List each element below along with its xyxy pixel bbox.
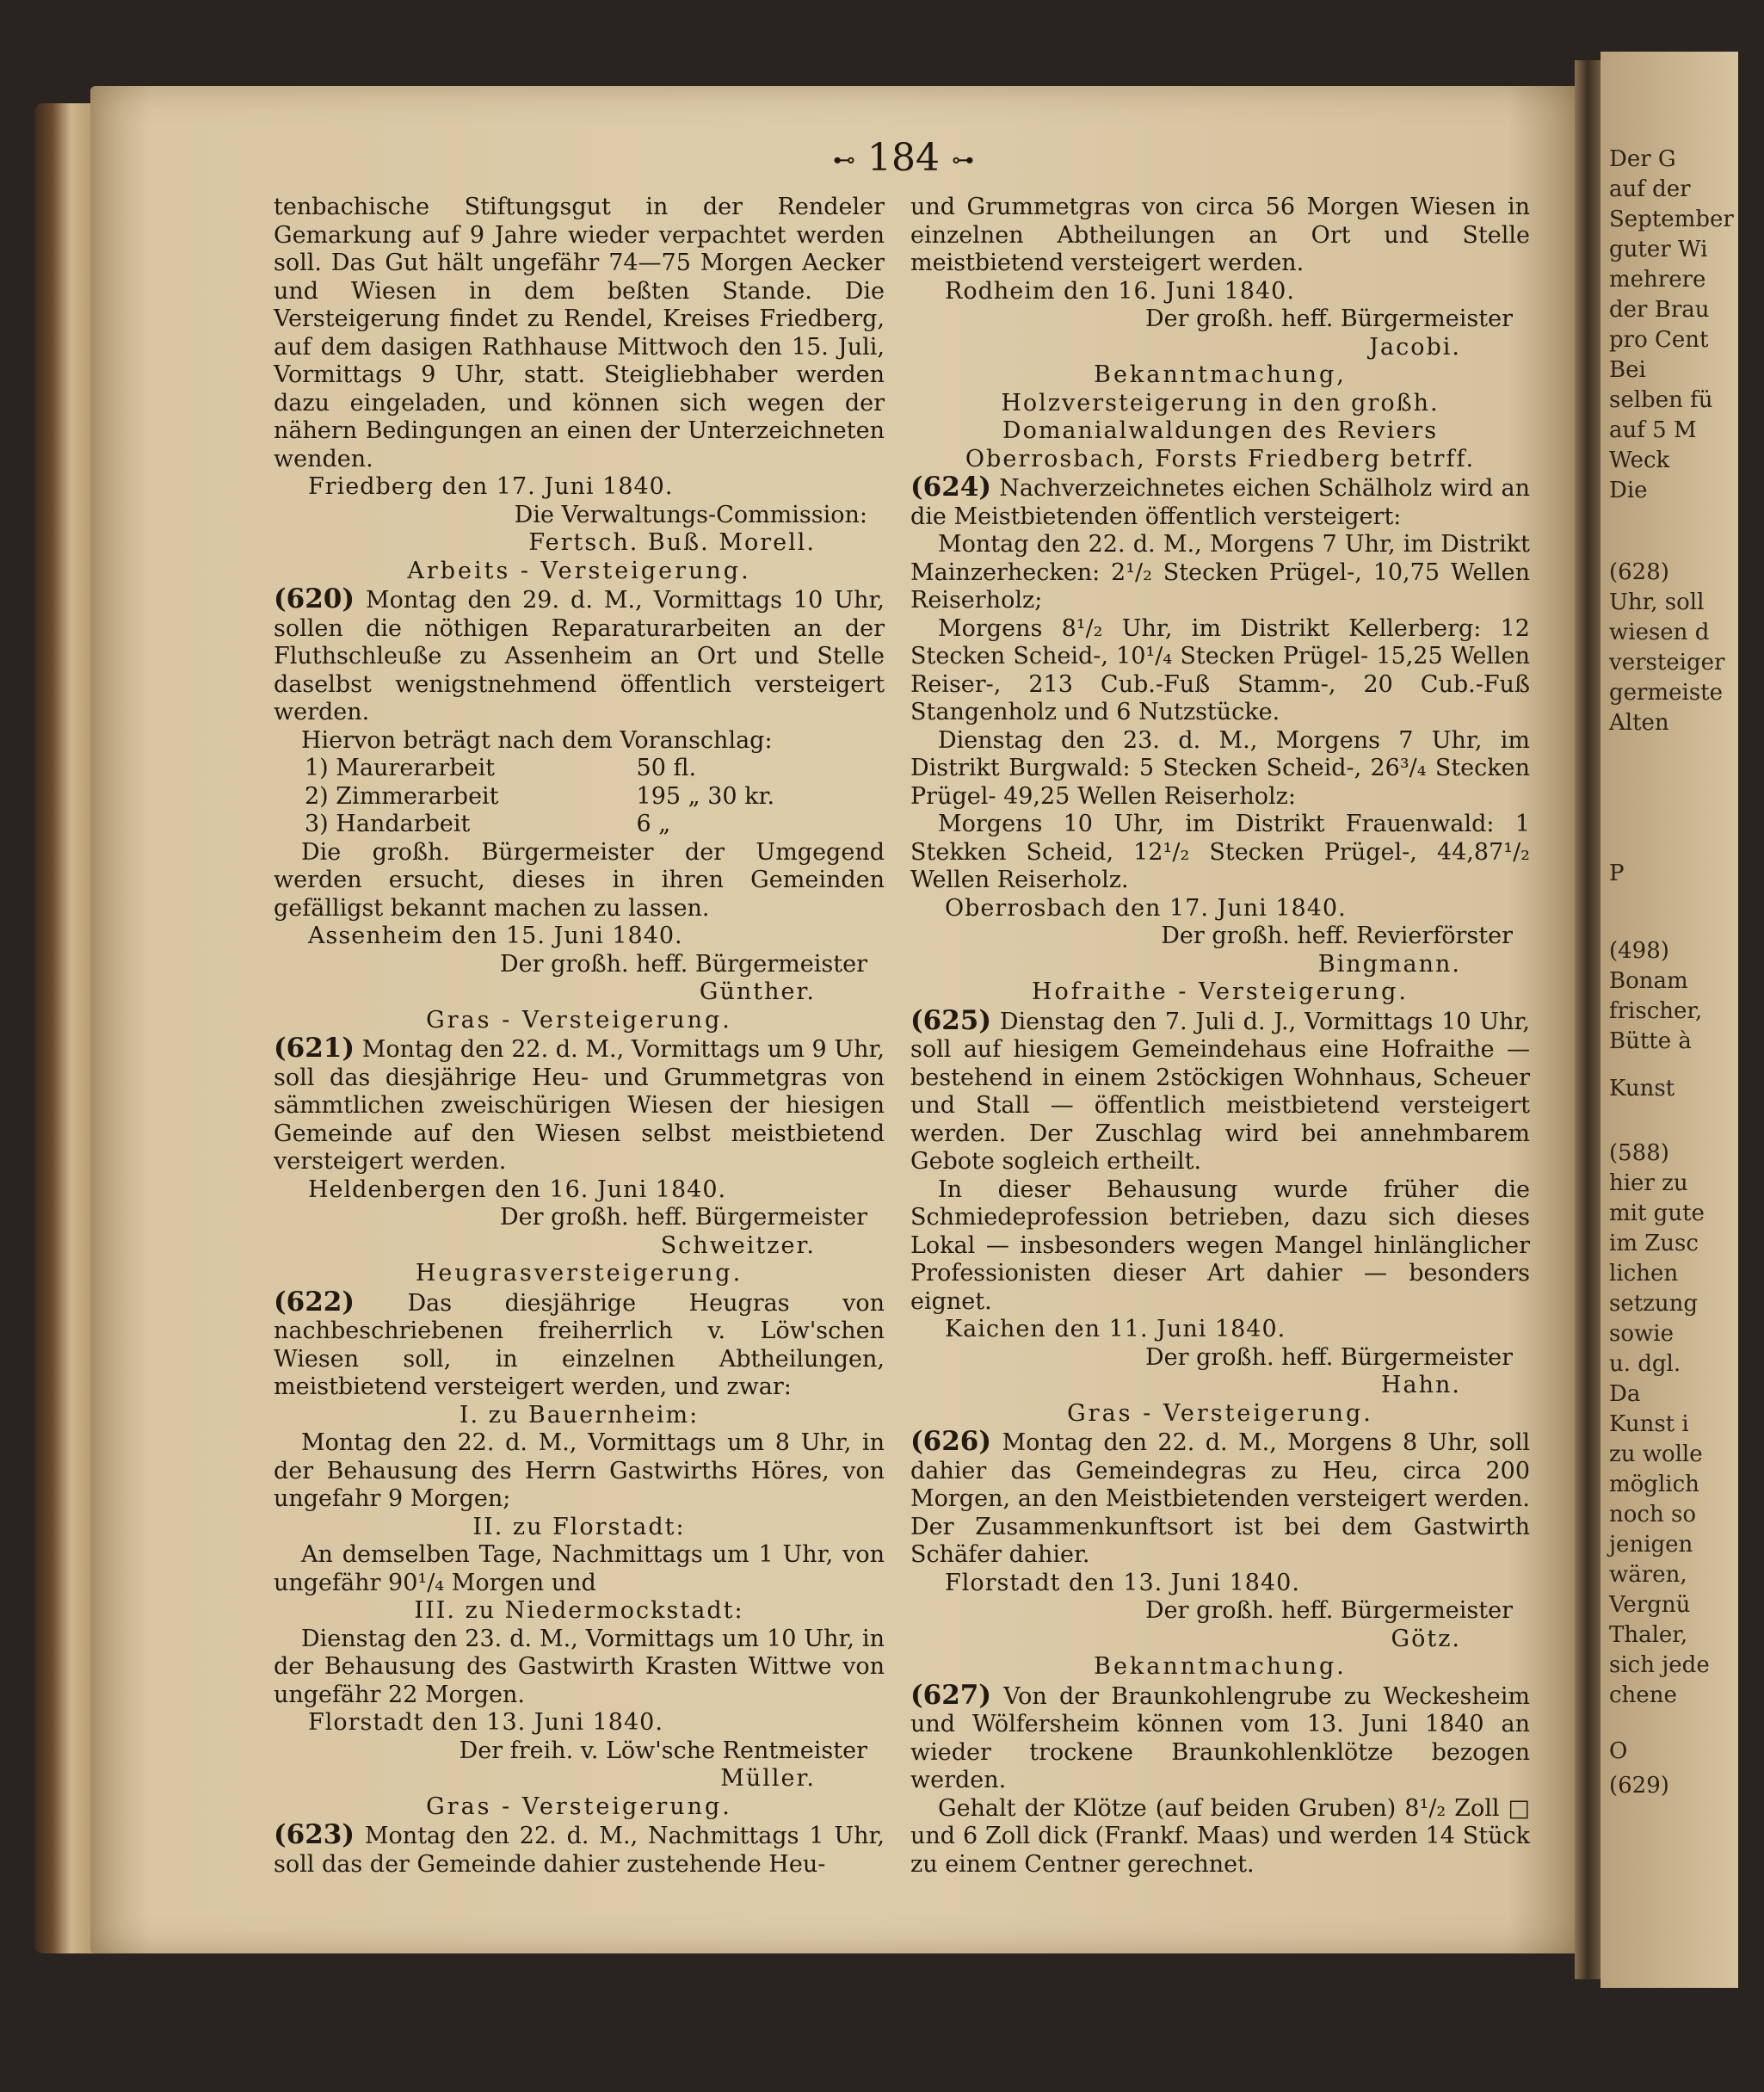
paragraph-text: Montag den 22. d. M., Vormittags um 9 Uhr, soll das diesjährige Heu- und Grummetgras von sämmtlichen zweischürigen Wiesen der hiesigen Gemeinde auf den Wiesen selbst meistbietend versteigert werden. <box>274 1036 885 1175</box>
paragraph-text: An demselben Tage, Nachmittags um 1 Uhr, von ungefähr 90¹/₄ Morgen und <box>274 1541 885 1596</box>
notice-paragraph <box>910 811 1530 895</box>
notice-heading <box>274 1260 885 1288</box>
notice-number: (624) <box>910 472 992 503</box>
next-page-line: noch so <box>1609 1502 1696 1527</box>
paragraph-text: Hofraithe - Versteigerung. <box>1032 978 1409 1005</box>
notice-paragraph <box>274 1288 885 1402</box>
paragraph-text: Der großh. heff. Bürgermeister <box>499 1204 867 1231</box>
next-page-line: O <box>1609 1738 1628 1764</box>
notice-heading <box>274 558 885 586</box>
next-page-line: wiesen d <box>1609 620 1710 645</box>
table-row <box>305 755 774 783</box>
next-page-line: Die <box>1609 478 1648 503</box>
signature-name <box>274 529 885 558</box>
place-date-line <box>910 1570 1530 1598</box>
paragraph-text: Montag den 29. d. M., Vormittags 10 Uhr, sollen die nöthigen Reparaturarbeiten an der Fluthschleuße zu Assenheim an Ort und Stelle daselbst wenigstnehmend öffentlich versteigert werden. <box>274 587 885 725</box>
next-page-line: wären, <box>1609 1562 1687 1588</box>
paragraph-text: Fertsch. Buß. Morell. <box>528 529 816 556</box>
paragraph-text: Montag den 22. d. M., Nachmittags 1 Uhr, soll das der Gemeinde dahier zustehende Heu- <box>274 1823 885 1878</box>
paragraph-text: Gras - Versteigerung. <box>426 1006 732 1034</box>
next-page-line: guter Wi <box>1609 237 1708 262</box>
paragraph-text: Gras - Versteigerung. <box>1067 1399 1373 1427</box>
next-page-line: September <box>1609 207 1734 232</box>
next-page-line: Kunst <box>1609 1076 1675 1102</box>
next-page-line: mit gute <box>1609 1200 1705 1226</box>
place-date-line <box>274 473 885 502</box>
paragraph-text: Dienstag den 23. d. M., Morgens 7 Uhr, im Distrikt Burgwald: 5 Stecken Scheid-, 26³/₄ Stecken Prügel- 49,25 Wellen Reiserholz: <box>910 726 1530 810</box>
left-column <box>274 194 885 1879</box>
signature-name <box>274 978 885 1007</box>
next-page-line: pro Cent <box>1609 327 1709 353</box>
next-page-line: setzung <box>1609 1291 1699 1317</box>
next-page-line: Bonam <box>1609 968 1688 994</box>
notice-subheading <box>274 1514 885 1542</box>
notice-paragraph <box>274 194 885 473</box>
notice-paragraph <box>910 531 1530 615</box>
next-page-line: Der G <box>1609 146 1676 172</box>
paragraph-text: Morgens 10 Uhr, im Distrikt Frauenwald: 1 Stekken Scheid, 12¹/₂ Stecken Prügel-, 44,87¹/₂ Wellen Reiserholz. <box>910 811 1530 893</box>
place-date-line <box>274 923 885 951</box>
notice-paragraph <box>274 1429 885 1514</box>
paragraph-text: Heldenbergen den 16. Juni 1840. <box>308 1176 727 1203</box>
paragraph-text: Bekanntmachung. <box>1094 1653 1347 1680</box>
ornament-right-icon: ⊶ <box>951 147 974 174</box>
signature-name <box>910 951 1530 979</box>
notice-subheading <box>910 390 1530 474</box>
notice-number: (620) <box>274 583 355 614</box>
signature-title <box>274 1737 885 1766</box>
next-page-line: Bütte à <box>1609 1028 1692 1054</box>
next-page-line: der Brau <box>1609 297 1710 323</box>
notice-subheading <box>274 1402 885 1430</box>
next-page-line: Thaler, <box>1609 1622 1688 1648</box>
next-page-line: hier zu <box>1609 1170 1688 1196</box>
paragraph-text: Günther. <box>699 978 816 1005</box>
paragraph-text: Bekanntmachung, <box>1094 361 1347 388</box>
signature-name <box>910 1372 1530 1400</box>
notice-paragraph <box>910 615 1530 727</box>
next-page-line: Uhr, soll <box>1609 589 1705 615</box>
next-page-line: jenigen <box>1609 1532 1693 1558</box>
signature-name <box>274 1765 885 1793</box>
signature-title <box>274 1204 885 1232</box>
notice-number: (622) <box>274 1286 355 1318</box>
notice-paragraph <box>910 1795 1530 1879</box>
paragraph-text: Gras - Versteigerung. <box>426 1793 732 1820</box>
signature-name <box>910 1626 1530 1654</box>
next-page-fragment <box>1601 52 1738 1988</box>
signature-name <box>910 334 1530 362</box>
paragraph-text: Von der Braunkohlengrube zu Weckesheim und Wölfersheim können vom 13. Juni 1840 an wieder trockene Braunkohlenklötze bezogen werden. <box>910 1682 1530 1793</box>
paragraph-text: In dieser Behausung wurde früher die Schmiedeprofession betrieben, dazu sich dieses Lokal — insbesonders wegen Mangel hinlänglicher Professionisten dieser Art dahier — besonders eignet. <box>910 1176 1530 1315</box>
next-page-line: Alten <box>1609 710 1669 736</box>
signature-title <box>274 502 885 530</box>
notice-number: (626) <box>910 1426 992 1457</box>
paragraph-text: und Grummetgras von circa 56 Morgen Wiesen in einzelnen Abtheilungen an Ort und Stelle meistbietend versteigert werden. <box>910 194 1530 276</box>
notice-heading <box>910 361 1530 390</box>
table-row <box>305 783 774 811</box>
paragraph-text: III. zu Niedermockstadt: <box>414 1597 744 1624</box>
next-page-line: auf der <box>1609 176 1691 202</box>
notice-heading <box>910 978 1530 1007</box>
next-page-line: versteiger <box>1609 650 1725 676</box>
signature-title <box>910 305 1530 334</box>
signature-name <box>274 1232 885 1261</box>
cost-table <box>305 755 774 839</box>
paragraph-text: Der großh. heff. Bürgermeister <box>1144 1597 1513 1624</box>
notice-paragraph <box>910 1428 1530 1570</box>
next-page-line: germeiste <box>1609 680 1723 706</box>
notice-number: (623) <box>274 1819 355 1850</box>
paragraph-text: Hiervon beträgt nach dem Voranschlag: <box>301 726 773 754</box>
notice-paragraph <box>910 1004 1530 1176</box>
paragraph-text: Gehalt der Klötze (auf beiden Gruben) 8¹/₂ Zoll □ und 6 Zoll dick (Frankf. Maas) und werden 14 Stück zu einem Centner gerechnet. <box>910 1794 1530 1878</box>
table-row <box>305 811 774 839</box>
next-page-line: Kunst i <box>1609 1411 1689 1437</box>
paragraph-text: Die großh. Bürgermeister der Umgegend werden ersucht, dieses in ihren Gemeinden gefälligst bekannt machen zu lassen. <box>274 838 885 922</box>
place-date-line <box>274 1709 885 1737</box>
paragraph-text: Friedberg den 17. Juni 1840. <box>308 473 674 500</box>
paragraph-text: Der großh. heff. Bürgermeister <box>1144 305 1513 332</box>
next-page-line: u. dgl. <box>1609 1351 1681 1377</box>
paragraph-text: tenbachische Stiftungsgut in der Rendeler Gemarkung auf 9 Jahre wieder verpachtet werden soll. Das Gut hält ungefähr 74—75 Morgen Aecker und Wiesen in dem beßten Stande. Die Versteigerung findet zu Rendel, Kreises Friedberg, auf dem dasigen Rathhause Mittwoch den 15. Juli, Vormittags 9 Uhr, statt. Steigliebhaber werden dazu eingeladen, und können sich wegen der nähern Bedingungen an einen der Unterzeichneten wenden. <box>274 194 885 472</box>
notice-paragraph <box>910 1176 1530 1317</box>
paragraph-text: Dienstag den 23. d. M., Vormittags um 10 Uhr, in der Behausung des Gastwirth Krasten Wittwe von ungefähr 22 Morgen. <box>274 1625 885 1708</box>
paragraph-text: Dienstag den 7. Juli d. J., Vormittags 10 Uhr, soll auf hiesigem Gemeindehaus eine Hofraithe — bestehend in einem 2stöckigen Wohnhaus, Scheuer und Stall — öffentlich meistbietend versteigert werden. Der Zuschlag wird bei annehmbarem Gebote sogleich ertheilt. <box>910 1008 1530 1175</box>
notice-paragraph <box>274 839 885 923</box>
notice-heading <box>274 1007 885 1035</box>
next-page-line: (629) <box>1609 1773 1669 1799</box>
notice-number: (621) <box>274 1033 355 1064</box>
page-number: 184 <box>867 136 940 180</box>
paragraph-text: Nachverzeichnetes eichen Schälholz wird an die Meistbietenden öffentlich versteigert: <box>910 475 1530 530</box>
paragraph-text: Jacobi. <box>1369 333 1461 361</box>
paragraph-text: Montag den 22. d. M., Vormittags um 8 Uhr, in der Behausung des Herrn Gastwirths Höres, von ungefahr 9 Morgen; <box>274 1429 885 1512</box>
notice-number: (627) <box>910 1679 992 1711</box>
next-page-line: (628) <box>1609 559 1669 585</box>
next-page-line: (498) <box>1609 938 1669 964</box>
paragraph-text: Florstadt den 13. Juni 1840. <box>308 1709 663 1736</box>
next-page-line: mehrere <box>1609 267 1706 293</box>
ornament-left-icon: ⊷ <box>833 147 855 174</box>
paragraph-text: Florstadt den 13. Juni 1840. <box>945 1569 1300 1596</box>
notice-subheading <box>274 1597 885 1626</box>
paragraph-text: Götz. <box>1391 1625 1461 1652</box>
cost-label: 1) Maurerarbeit <box>305 755 495 781</box>
paragraph-text: Montag den 22. d. M., Morgens 7 Uhr, im Distrikt Mainzerhecken: 2¹/₂ Stecken Prügel-, 10,75 Wellen Reiserholz; <box>910 531 1530 614</box>
next-page-line: sich jede <box>1609 1652 1710 1678</box>
paragraph-text: Der großh. heff. Bürgermeister <box>499 950 867 978</box>
paragraph-text: Assenheim den 15. Juni 1840. <box>308 923 683 949</box>
notice-paragraph <box>274 585 885 727</box>
notice-heading <box>910 1400 1530 1429</box>
next-page-line: Weck <box>1609 447 1670 473</box>
paragraph-text: Der freih. v. Löw'sche Rentmeister <box>459 1737 867 1764</box>
paragraph-text: Bingmann. <box>1317 950 1461 978</box>
paragraph-text: Arbeits - Versteigerung. <box>407 557 751 584</box>
signature-title <box>910 923 1530 951</box>
paragraph-text: Schweitzer. <box>660 1231 816 1259</box>
notice-number: (625) <box>910 1004 992 1036</box>
notice-paragraph <box>274 727 885 756</box>
next-page-line: im Zusc <box>1609 1231 1699 1256</box>
paragraph-text: II. zu Florstadt: <box>472 1513 686 1540</box>
paragraph-text: Oberrosbach den 17. Juni 1840. <box>945 894 1347 922</box>
notice-paragraph <box>274 1821 885 1879</box>
paragraph-text: Morgens 8¹/₂ Uhr, im Distrikt Kellerberg: 12 Stecken Scheid-, 10¹/₄ Stecken Prügel- 15,25 Wellen Reiser-, 213 Cub.-Fuß Stamm-, 20 Cub.-Fuß Stangenholz und 6 Nutzstücke. <box>910 614 1530 725</box>
next-page-line: frischer, <box>1609 998 1703 1024</box>
next-page-line: Bei <box>1609 357 1646 383</box>
paragraph-text: Hahn. <box>1380 1372 1461 1398</box>
next-page-line: lichen <box>1609 1261 1679 1287</box>
place-date-line <box>910 1316 1530 1344</box>
cost-amount: 6 „ <box>636 811 671 837</box>
notice-paragraph <box>910 1679 1530 1795</box>
signature-title <box>910 1597 1530 1626</box>
paragraph-text: Rodheim den 16. Juni 1840. <box>945 277 1295 305</box>
paragraph-text: Das diesjährige Heugras von nachbeschriebenen freiherrlich v. Löw'schen Wiesen soll, in einzelnen Abtheilungen, meistbietend versteigert werden, und zwar: <box>274 1289 885 1400</box>
book-gutter <box>1575 60 1601 1979</box>
signature-title <box>274 951 885 979</box>
place-date-line <box>274 1176 885 1205</box>
paragraph-text: Montag den 22. d. M., Morgens 8 Uhr, soll dahier das Gemeindegras zu Heu, circa 200 Morgen, an den Meistbietenden versteigert werden. Der Zusammenkunftsort ist bei dem Gastwirth Schäfer dahier. <box>910 1429 1530 1568</box>
notice-paragraph <box>910 194 1530 278</box>
notice-paragraph <box>274 1626 885 1710</box>
paragraph-text: Holzversteigerung in den großh. Domanialwaldungen des Reviers Oberrosbach, Forsts Friedberg betrff. <box>965 389 1476 472</box>
paragraph-text: Der großh. heff. Bürgermeister <box>1144 1343 1513 1371</box>
paragraph-text: Kaichen den 11. Juni 1840. <box>945 1316 1286 1342</box>
next-page-line: chene <box>1609 1682 1677 1708</box>
paragraph-text: Der großh. heff. Revierförster <box>1161 923 1513 949</box>
page-stack-edge <box>34 103 95 1953</box>
cost-label: 3) Handarbeit <box>305 811 471 837</box>
notice-paragraph <box>274 1034 885 1176</box>
right-column <box>910 194 1530 1879</box>
paragraph-text: Heugrasversteigerung. <box>415 1260 743 1287</box>
signature-title <box>910 1344 1530 1373</box>
next-page-line: P <box>1609 861 1625 886</box>
next-page-line: selben fü <box>1609 387 1713 413</box>
notice-paragraph <box>910 473 1530 531</box>
paragraph-text: Die Verwaltungs-Commission: <box>514 501 867 528</box>
place-date-line <box>910 278 1530 306</box>
cost-label: 2) Zimmerarbeit <box>305 782 499 810</box>
notice-heading <box>910 1653 1530 1682</box>
next-page-line: (588) <box>1609 1140 1669 1166</box>
cost-amount: 50 fl. <box>636 755 697 781</box>
notice-paragraph <box>274 1541 885 1597</box>
notice-paragraph <box>910 727 1530 811</box>
paragraph-text: I. zu Bauernheim: <box>459 1401 700 1429</box>
next-page-line: auf 5 M <box>1609 417 1697 443</box>
page-header <box>43 136 1764 180</box>
cost-amount: 195 „ 30 kr. <box>636 782 775 810</box>
place-date-line <box>910 895 1530 923</box>
next-page-line: sowie <box>1609 1321 1674 1347</box>
next-page-line: möglich <box>1609 1472 1699 1497</box>
notice-heading <box>274 1793 885 1822</box>
next-page-line: Da <box>1609 1381 1641 1407</box>
next-page-line: Vergnü <box>1609 1592 1691 1618</box>
next-page-line: zu wolle <box>1609 1441 1703 1467</box>
paragraph-text: Müller. <box>720 1765 816 1792</box>
